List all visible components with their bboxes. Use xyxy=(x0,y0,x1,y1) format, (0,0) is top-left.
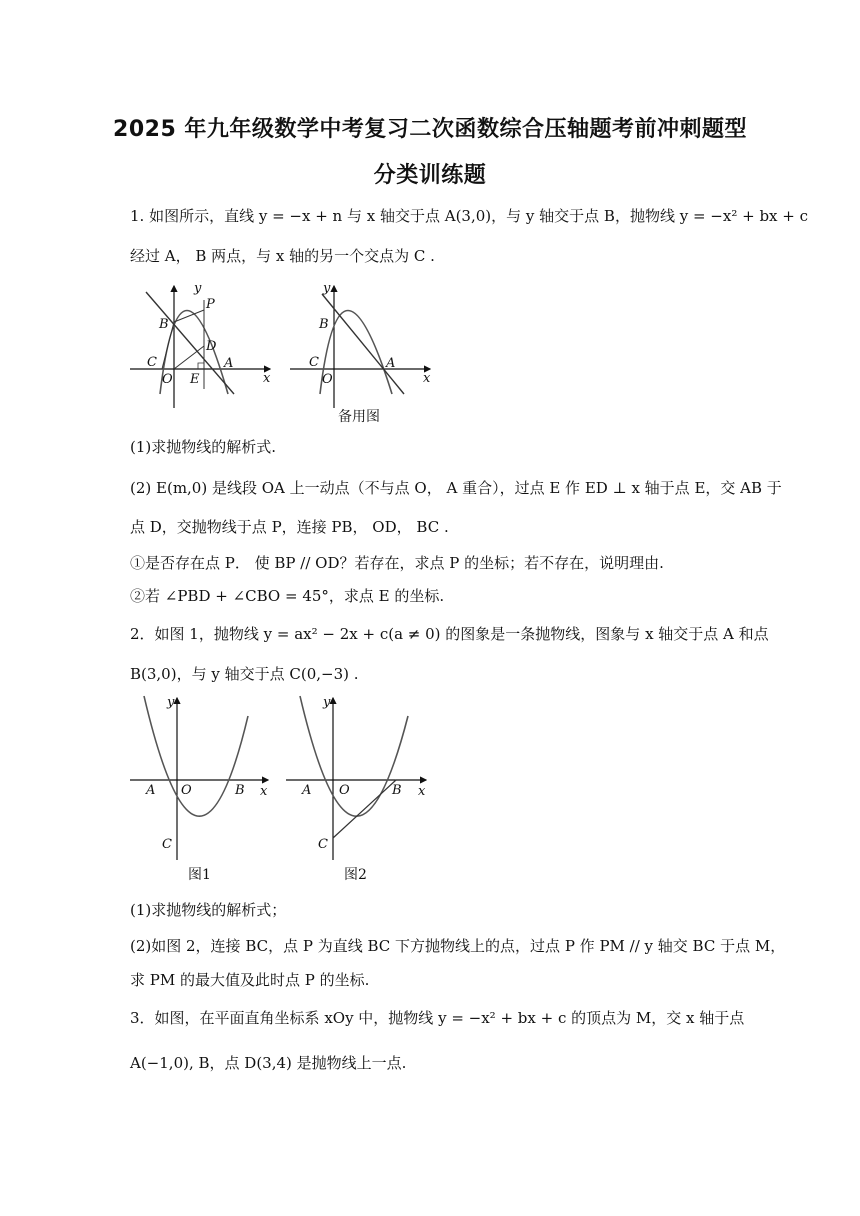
point-label-C: C xyxy=(147,355,157,370)
document-title-line1: 2025 年九年级数学中考复习二次函数综合压轴题考前冲刺题型 xyxy=(113,117,747,142)
q1-figure-main xyxy=(130,282,280,412)
q1-part2-line2: 点 D，交抛物线于点 P，连接 PB， OD， BC . xyxy=(130,518,449,536)
document-title-line2: 分类训练题 xyxy=(373,163,487,188)
q2-figure2-caption: 图2 xyxy=(344,867,367,883)
axis-label-x-4: x xyxy=(418,784,426,799)
point-label-A-4: A xyxy=(302,783,312,798)
q2-figure-2 xyxy=(286,694,431,883)
axis-label-x: x xyxy=(263,371,271,386)
axis-label-y: y xyxy=(194,282,202,296)
q2-part1: (1)求抛物线的解析式； xyxy=(130,901,287,919)
q2-part2-line1: (2)如图 2，连接 BC，点 P 为直线 BC 下方抛物线上的点，过点 P 作 PM // y 轴交 BC 于点 M， xyxy=(130,937,786,955)
q1-figure-caption: 备用图 xyxy=(338,409,380,425)
q1-text-line1: 1. 如图所示，直线 y = −x + n 与 x 轴交于点 A(3,0)，与 y 轴交于点 B，抛物线 y = −x² + bx + c xyxy=(130,207,809,225)
point-label-C-2: C xyxy=(309,355,319,370)
point-label-B-4: B xyxy=(392,783,402,798)
point-label-C-3: C xyxy=(162,837,172,852)
point-label-C-4: C xyxy=(318,837,328,852)
q1-part1: (1)求抛物线的解析式. xyxy=(130,438,277,456)
point-label-O-2: O xyxy=(322,372,333,387)
q3-text-line1: 3．如图，在平面直角坐标系 xOy 中，抛物线 y = −x² + bx + c 的顶点为 M，交 x 轴于点 xyxy=(130,1009,745,1027)
point-label-O-3: O xyxy=(181,783,192,798)
point-label-B-3: B xyxy=(235,783,245,798)
point-label-O-4: O xyxy=(339,783,350,798)
point-label-A-3: A xyxy=(146,783,156,798)
point-label-O: O xyxy=(162,372,173,387)
point-label-A-2: A xyxy=(386,356,396,371)
q2-text-line1: 2．如图 1，抛物线 y = ax² − 2x + c(a ≠ 0) 的图象是一条抛物线，图象与 x 轴交于点 A 和点 xyxy=(130,625,769,643)
point-label-A: A xyxy=(224,356,234,371)
q2-part2-line2: 求 PM 的最大值及此时点 P 的坐标. xyxy=(130,971,370,989)
point-label-P: P xyxy=(206,297,215,312)
point-label-B: B xyxy=(159,317,169,332)
q3-text-line2: A(−1,0), B，点 D(3,4) 是抛物线上一点. xyxy=(130,1054,407,1072)
q2-figure1-caption: 图1 xyxy=(188,867,211,883)
axis-label-x-3: x xyxy=(260,784,268,799)
q1-part2-line1: (2) E(m,0) 是线段 OA 上一动点（不与点 O， A 重合），过点 E 作 ED ⊥ x 轴于点 E，交 AB 于 xyxy=(130,479,782,497)
axis-label-x-2: x xyxy=(423,371,431,386)
q2-figure-1 xyxy=(130,694,275,883)
q1-text-line2: 经过 A， B 两点，与 x 轴的另一个交点为 C . xyxy=(130,247,435,265)
axis-label-y-2: y xyxy=(323,282,331,296)
q1-figure-backup xyxy=(290,282,440,425)
axis-label-y-3: y xyxy=(167,695,175,710)
point-label-E: E xyxy=(190,372,200,387)
q1-sub2: ②若 ∠PBD + ∠CBO = 45°，求点 E 的坐标. xyxy=(130,587,445,605)
q2-text-line2: B(3,0)，与 y 轴交于点 C(0,−3) . xyxy=(130,665,359,683)
q1-sub1: ①是否存在点 P． 使 BP // OD？若存在，求点 P 的坐标；若不存在，说明理由. xyxy=(130,554,664,572)
point-label-D: D xyxy=(206,339,217,354)
axis-label-y-4: y xyxy=(323,695,331,710)
point-label-B-2: B xyxy=(319,317,329,332)
